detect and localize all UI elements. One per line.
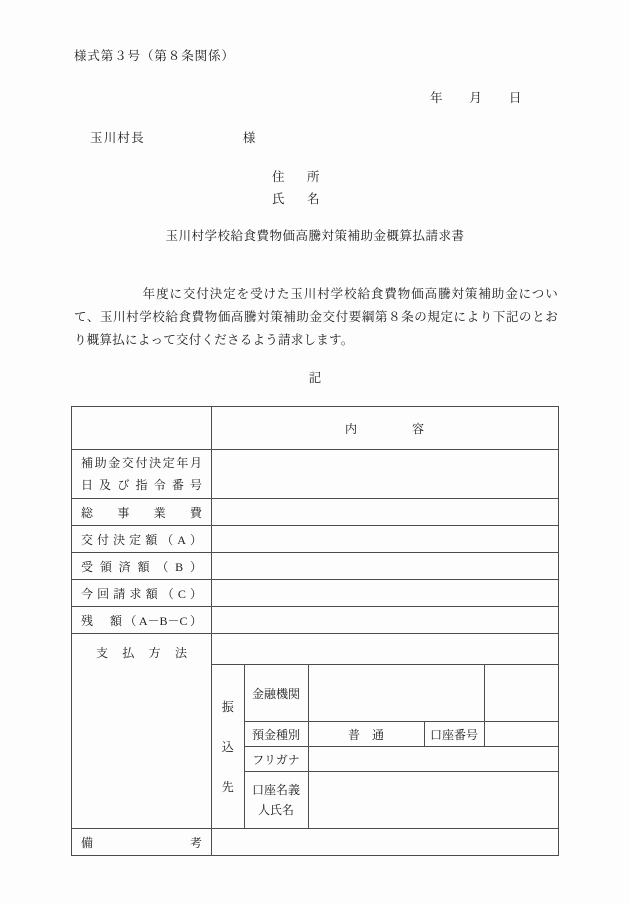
- remarks-value[interactable]: [212, 829, 559, 856]
- addressee-honorific: 様: [242, 131, 257, 145]
- payment-method-row: [72, 634, 559, 829]
- transfer-destination-table: [212, 664, 559, 828]
- deposit-type-label: 預金種別: [244, 722, 308, 747]
- payment-method-detail-cell: [212, 634, 559, 829]
- account-holder-label: [244, 772, 308, 829]
- table-row: [72, 607, 559, 634]
- remarks-label-text: 備 考: [81, 835, 202, 850]
- deposit-type-value[interactable]: 普 通: [308, 722, 424, 747]
- remarks-row: [72, 829, 559, 856]
- form-code: 様式第３号（第８条関係）: [74, 49, 235, 63]
- row-label-text: 残 額（A－B－C）: [81, 613, 202, 628]
- row-label-grant-decision-date: [72, 450, 212, 499]
- row-label-text: 交付決定額（A）: [81, 532, 202, 547]
- deposit-row: [212, 722, 559, 747]
- account-number-label: 口座番号: [424, 722, 484, 747]
- ki-mark: 記: [308, 371, 322, 385]
- date-month-label: 月: [469, 91, 483, 105]
- date-year-label: 年: [430, 91, 444, 105]
- row-value-received-amount-b[interactable]: [212, 553, 559, 580]
- furigana-label: フリガナ: [244, 747, 308, 772]
- addressee-name: 玉川村長: [90, 131, 145, 145]
- row-label-claimed-amount-c: [72, 580, 212, 607]
- document-title: 玉川村学校給食費物価高騰対策補助金概算払請求書: [165, 229, 465, 243]
- row-label-line-2: 日及び指令番号: [81, 478, 202, 492]
- account-holder-label-line-2: 人氏名: [257, 803, 294, 817]
- applicant-name-label: 氏 名: [272, 192, 325, 206]
- row-value-claimed-amount-c[interactable]: [212, 580, 559, 607]
- row-label-line-1: 補助金交付決定年月: [81, 456, 202, 470]
- transfer-char-1: 振: [221, 699, 234, 714]
- bank-row: [212, 665, 559, 722]
- row-value-grant-decision-date[interactable]: [212, 450, 559, 499]
- header-label-cell: [72, 407, 212, 450]
- account-number-value[interactable]: [484, 722, 559, 747]
- applicant-address-label: 住 所: [272, 170, 325, 184]
- row-value-decided-amount-a[interactable]: [212, 526, 559, 553]
- table-header-row: [72, 407, 559, 450]
- body-paragraph-text: 年度に交付決定を受けた玉川村学校給食費物価高騰対策補助金について、玉川村学校給食費物価高騰対策補助金交付要綱第８条の規定により下記のとおり概算払によって交付くださるよう請求します。: [74, 287, 558, 347]
- bank-branch-value[interactable]: [484, 665, 559, 722]
- account-holder-value[interactable]: [308, 772, 559, 829]
- table-row: [72, 499, 559, 526]
- request-detail-table: [71, 406, 559, 856]
- account-holder-label-line-1: 口座名義: [251, 783, 300, 797]
- transfer-char-3: 先: [221, 779, 234, 794]
- table-row: [72, 450, 559, 499]
- header-content-cell: [212, 407, 559, 450]
- row-label-received-amount-b: [72, 553, 212, 580]
- payment-method-label: 支払方法: [96, 646, 187, 660]
- transfer-destination-label: [212, 665, 244, 829]
- bank-name-value[interactable]: [308, 665, 484, 722]
- payment-method-spacer: [212, 634, 558, 664]
- row-value-balance[interactable]: [212, 607, 559, 634]
- table-row: [72, 553, 559, 580]
- account-holder-row: [212, 772, 559, 829]
- header-content-char-1: 内: [344, 421, 358, 436]
- furigana-row: [212, 747, 559, 772]
- date-line: [430, 88, 522, 106]
- addressee: [90, 128, 257, 146]
- body-paragraph: [74, 283, 558, 352]
- remarks-label: [72, 829, 212, 856]
- date-day-label: 日: [508, 91, 523, 105]
- row-label-decided-amount-a: [72, 526, 212, 553]
- row-label-total-project-cost: [72, 499, 212, 526]
- row-label-balance: [72, 607, 212, 634]
- applicant-block: [272, 166, 325, 210]
- header-content-char-2: 容: [412, 421, 426, 436]
- row-value-total-project-cost[interactable]: [212, 499, 559, 526]
- table-row: [72, 526, 559, 553]
- bank-label: 金融機関: [244, 665, 308, 722]
- furigana-value[interactable]: [308, 747, 559, 772]
- transfer-char-2: 込: [221, 739, 234, 754]
- table-row: [72, 580, 559, 607]
- payment-method-label-cell: [72, 634, 212, 829]
- row-label-text: 受領済額（B）: [81, 559, 202, 574]
- row-label-text: 総事業費: [81, 505, 202, 520]
- row-label-text: 今回請求額（C）: [81, 586, 202, 601]
